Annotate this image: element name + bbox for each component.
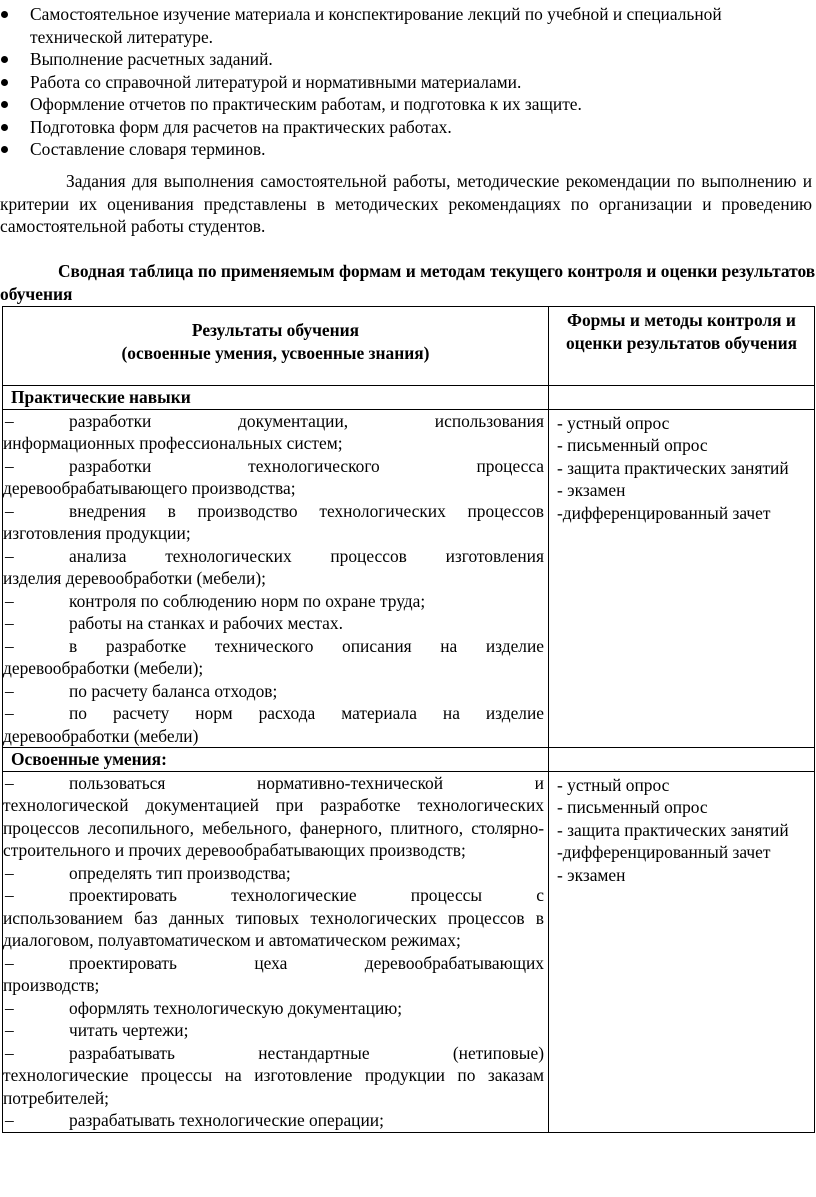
header-results-title: Результаты обучения — [191, 320, 360, 340]
dash-bullet: – — [5, 613, 14, 633]
section-title-practical: Практические навыки — [3, 386, 549, 410]
dash-bullet: – — [5, 1020, 14, 1040]
dash-bullet: – — [5, 500, 14, 521]
list-item — [3, 1109, 548, 1132]
header-results-cell — [3, 307, 549, 386]
list-item-continuation: изготовления продукции; — [3, 523, 191, 543]
header-results-subtitle: (освоенные умения, усвоенные знания) — [121, 342, 430, 363]
list-item — [3, 997, 548, 1020]
dash-bullet: – — [5, 590, 14, 611]
section-title-empty-cell — [549, 748, 815, 772]
dash-bullet: – — [5, 772, 14, 793]
list-item-text: по расчету норм расхода материала на изделие — [69, 703, 544, 723]
bullet-dot-icon — [1, 124, 8, 131]
dash-bullet: – — [5, 952, 14, 973]
bullet-dot-icon — [1, 146, 8, 153]
practical-methods-list — [549, 410, 814, 525]
dash-bullet: – — [5, 1110, 14, 1130]
list-item-text: разработки документации, использования — [69, 410, 544, 431]
mastered-methods-list — [549, 772, 814, 887]
mastered-skills-cell — [3, 771, 549, 1132]
body-paragraph: Задания для выполнения самостоятельной работы, методические рекомендации по выполнению и критерии их оценивания представлены в методических рекомендациях по организации и проведению самостоятельной работы студентов. — [0, 171, 812, 236]
method-item: - защита практических занятий — [557, 819, 789, 840]
table-row — [3, 409, 815, 748]
list-item — [3, 680, 548, 703]
list-item — [3, 410, 548, 455]
bullet-item: Подготовка форм для расчетов на практических работах. — [0, 116, 816, 139]
list-item — [3, 884, 548, 952]
list-item — [3, 702, 548, 747]
list-item-text: читать чертежи; — [69, 1020, 189, 1040]
table-title: Сводная таблица по применяемым формам и методам текущего контроля и оценки результатов обучения — [0, 261, 816, 304]
list-item-text: работы на станках и рабочих местах. — [69, 613, 343, 633]
dash-bullet: – — [5, 862, 14, 883]
list-item-text: проектировать технологические процессы с — [69, 885, 544, 905]
bullet-dot-icon — [1, 56, 8, 63]
mastered-methods-cell — [549, 771, 815, 1132]
bullet-dot-icon — [1, 101, 8, 108]
list-item-text: разрабатывать технологические операции; — [69, 1110, 384, 1130]
method-item: - письменный опрос — [557, 797, 708, 817]
dash-bullet: – — [5, 545, 14, 566]
bullet-item: Самостоятельное изучение материала и конспектирование лекций по учебной и специальной технической литературе. — [0, 3, 816, 48]
method-item: - устный опрос — [557, 412, 670, 433]
dash-bullet: – — [5, 635, 14, 656]
method-item: - письменный опрос — [557, 435, 708, 455]
list-item-text: разрабатывать нестандартные (нетиповые) — [69, 1042, 544, 1063]
section-title-skills: Освоенные умения: — [3, 748, 549, 772]
bullet-dot-icon — [1, 79, 8, 86]
list-item-continuation: использованием баз данных типовых технологических процессов в диалоговом, полуавтоматическом и автоматическом режимах; — [3, 907, 544, 950]
bullet-item: Выполнение расчетных заданий. — [0, 48, 816, 71]
list-item-continuation: изделия деревообработки (мебели); — [3, 568, 266, 588]
list-item-text: определять тип производства; — [69, 862, 291, 883]
list-item-continuation: деревообрабатывающего производства; — [3, 478, 296, 498]
dash-bullet: – — [5, 885, 14, 905]
practical-skills-list — [3, 410, 548, 748]
dash-bullet: – — [5, 997, 14, 1018]
list-item — [3, 612, 548, 635]
table-row — [3, 771, 815, 1132]
list-item-text: в разработке технического описания на изделие — [69, 635, 544, 656]
list-item-continuation: технологической документацией при разработке технологических процессов лесопильного, мебельного, фанерного, плитного, столярно-строительного и прочих деревообрабатывающих производств; — [3, 795, 544, 860]
list-item-text: пользоваться нормативно-технической и — [69, 772, 544, 793]
list-item-text: внедрения в производство технологических процессов — [69, 500, 544, 521]
list-item-text: по расчету баланса отходов; — [69, 680, 278, 701]
dash-bullet: – — [5, 410, 14, 431]
dash-bullet: – — [5, 703, 14, 723]
bullet-item: Работа со справочной литературой и нормативными материалами. — [0, 71, 816, 94]
list-item — [3, 635, 548, 680]
list-item-text: контроля по соблюдению норм по охране труда; — [69, 590, 426, 611]
dash-bullet: – — [5, 1042, 14, 1063]
method-item: -дифференцированный зачет — [557, 842, 771, 862]
bullet-item: Составление словаря терминов. — [0, 138, 816, 161]
list-item-continuation: деревообработки (мебели); — [3, 658, 204, 678]
section-title-empty-cell — [549, 386, 815, 410]
list-item — [3, 772, 548, 862]
method-item: -дифференцированный зачет — [557, 502, 771, 523]
bullet-item: Оформление отчетов по практическим работам, и подготовка к их защите. — [0, 93, 816, 116]
header-methods-cell: Формы и методы контроля и оценки результатов обучения — [549, 307, 815, 386]
list-item-continuation: деревообработки (мебели) — [3, 725, 199, 746]
list-item-continuation: производств; — [3, 975, 100, 995]
method-item: - устный опрос — [557, 774, 670, 795]
table-header-row — [3, 307, 815, 386]
list-item — [3, 1042, 548, 1110]
list-item — [3, 1019, 548, 1042]
section-title-row — [3, 386, 815, 410]
list-item-text: проектировать цеха деревообрабатывающих — [69, 952, 544, 973]
list-item — [3, 545, 548, 590]
section-title-row — [3, 748, 815, 772]
assessment-table — [2, 306, 815, 1133]
bullet-dot-icon — [1, 11, 8, 18]
bullet-list — [0, 3, 816, 161]
list-item-text: разработки технологического процесса — [69, 455, 544, 476]
list-item-text: анализа технологических процессов изготовления — [69, 545, 544, 566]
list-item-text: оформлять технологическую документацию; — [69, 997, 403, 1018]
dash-bullet: – — [5, 455, 14, 476]
mastered-skills-list — [3, 772, 548, 1132]
list-item-continuation: информационных профессиональных систем; — [3, 433, 343, 453]
list-item — [3, 500, 548, 545]
list-item — [3, 590, 548, 613]
list-item — [3, 952, 548, 997]
method-item: - защита практических занятий — [557, 457, 789, 478]
dash-bullet: – — [5, 680, 14, 701]
list-item-continuation: технологические процессы на изготовление продукции по заказам потребителей; — [3, 1065, 544, 1108]
method-item: - экзамен — [557, 480, 626, 500]
practical-methods-cell — [549, 409, 815, 748]
practical-skills-cell — [3, 409, 549, 748]
list-item — [3, 455, 548, 500]
method-item: - экзамен — [557, 864, 626, 885]
list-item — [3, 862, 548, 885]
